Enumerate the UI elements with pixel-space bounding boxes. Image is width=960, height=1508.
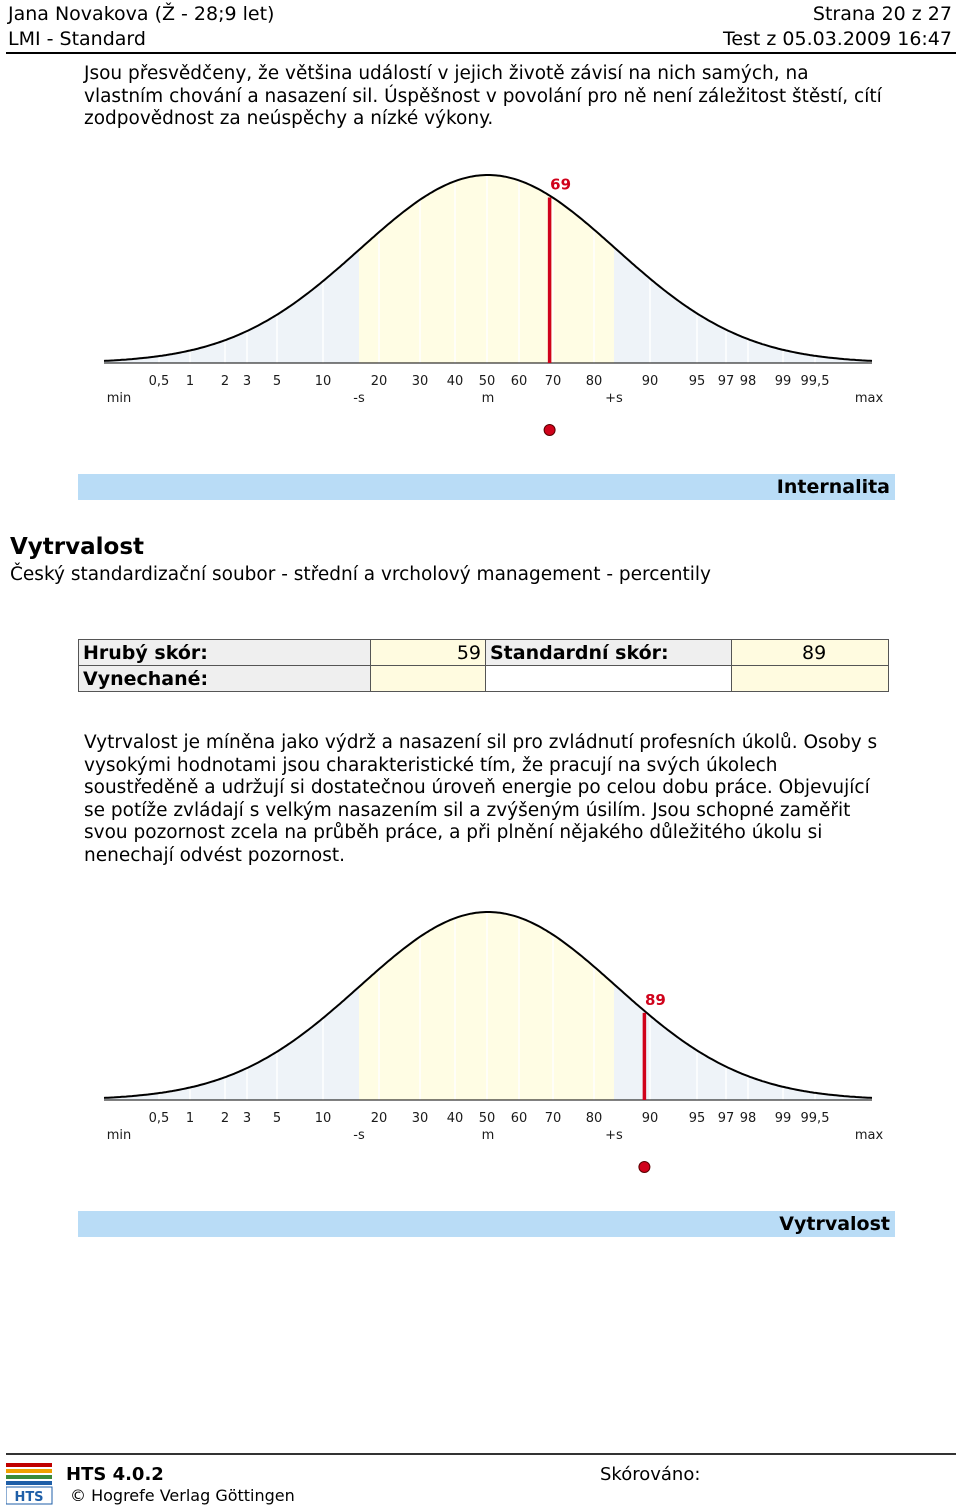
logo-text: HTS bbox=[14, 1490, 44, 1505]
distribution-chart-vytrvalost bbox=[0, 892, 960, 1182]
version-label: HTS 4.0.2 bbox=[66, 1464, 164, 1485]
standard-score-label: Standardní skór: bbox=[486, 640, 732, 666]
empty-cell bbox=[486, 666, 732, 692]
tick-label: 10 bbox=[314, 1111, 332, 1126]
tick-label: 97 bbox=[717, 374, 735, 389]
tick-label: 2 bbox=[220, 374, 230, 389]
tick-label: 95 bbox=[688, 374, 706, 389]
score-marker-dot bbox=[639, 1162, 650, 1173]
scale-point-label: m bbox=[481, 1128, 495, 1143]
scored-label: Skórováno: bbox=[600, 1464, 701, 1485]
tick-label: 99 bbox=[774, 374, 792, 389]
tick-label: 20 bbox=[370, 374, 388, 389]
missing-label: Vynechané: bbox=[79, 666, 371, 692]
page-number: Strana 20 z 27 bbox=[812, 3, 952, 25]
tick-label: 60 bbox=[510, 1111, 528, 1126]
tick-label: 30 bbox=[411, 1111, 429, 1126]
chart-title: Vytrvalost bbox=[779, 1213, 890, 1235]
tick-label: 98 bbox=[739, 1111, 757, 1126]
tick-label: 0,5 bbox=[148, 1111, 170, 1126]
tick-label: 99,5 bbox=[800, 1111, 830, 1126]
chart-title-bar-vytrvalost bbox=[78, 1211, 895, 1237]
scale-point-label: max bbox=[854, 1128, 884, 1143]
standard-score-value: 89 bbox=[732, 640, 889, 666]
scale-point-label: min bbox=[106, 1128, 132, 1143]
score-marker-dot bbox=[544, 425, 555, 436]
outer-band-left bbox=[104, 987, 359, 1100]
scale-point-label: +s bbox=[605, 391, 623, 406]
description-line: Vytrvalost je míněna jako výdrž a nasazení sil pro zvládnutí profesních úkolů. Osoby s bbox=[84, 732, 878, 753]
tick-label: 1 bbox=[185, 1111, 195, 1126]
tick-label: 2 bbox=[220, 1111, 230, 1126]
tick-label: 95 bbox=[688, 1111, 706, 1126]
tick-label: 60 bbox=[510, 374, 528, 389]
description-line: se potíže zvládají s velkým nasazením sil a zvýšeným úsilím. Jsou schopné zaměřit bbox=[84, 799, 851, 821]
tick-label: 1 bbox=[185, 374, 195, 389]
publisher-label: © Hogrefe Verlag Göttingen bbox=[70, 1486, 295, 1505]
chart-title-bar-internalita bbox=[78, 474, 895, 500]
tick-label: 20 bbox=[370, 1111, 388, 1126]
tick-label: 90 bbox=[641, 374, 659, 389]
tick-label: 50 bbox=[478, 1111, 496, 1126]
tick-label: 99,5 bbox=[800, 374, 830, 389]
intro-line: vlastním chování a nasazení sil. Úspěšnost v povolání pro ně není záležitost štěstí, cítí bbox=[84, 85, 882, 107]
tick-label: 0,5 bbox=[148, 374, 170, 389]
intro-line: Jsou přesvědčeny, že většina událostí v jejich životě závisí na nich samých, na bbox=[84, 63, 809, 84]
tick-label: 70 bbox=[544, 374, 562, 389]
raw-score-label: Hrubý skór: bbox=[79, 640, 371, 666]
description-line: svou pozornost zcela na průběh práce, a při plnění nějakého důležitého úkolu si bbox=[84, 822, 823, 844]
score-marker-label: 89 bbox=[644, 990, 666, 1009]
tick-label: 80 bbox=[585, 374, 603, 389]
intro-paragraph bbox=[84, 63, 944, 131]
section-title: Vytrvalost bbox=[10, 534, 145, 560]
header-rule bbox=[6, 52, 956, 54]
tick-label: 80 bbox=[585, 1111, 603, 1126]
test-name: LMI - Standard bbox=[8, 28, 146, 50]
score-marker-label: 69 bbox=[550, 175, 572, 194]
tick-label: 40 bbox=[446, 1111, 464, 1126]
outer-band-right bbox=[614, 247, 868, 363]
scale-point-label: -s bbox=[353, 391, 365, 406]
scores-table bbox=[78, 639, 889, 692]
footer-rule bbox=[6, 1453, 956, 1455]
tick-label: 97 bbox=[717, 1111, 735, 1126]
description-line: vysokými hodnotami jsou charakteristické tím, že pracují na svých úkolech bbox=[84, 754, 778, 776]
tick-label: 90 bbox=[641, 1111, 659, 1126]
empty-cell bbox=[732, 666, 889, 692]
raw-score-value: 59 bbox=[371, 640, 486, 666]
outer-band-left bbox=[104, 250, 359, 363]
tick-label: 98 bbox=[739, 374, 757, 389]
scale-point-label: min bbox=[106, 391, 132, 406]
person-name: Jana Novakova (Ž - 28;9 let) bbox=[8, 3, 275, 25]
section-description bbox=[84, 732, 944, 868]
missing-value bbox=[371, 666, 486, 692]
tick-label: 99 bbox=[774, 1111, 792, 1126]
tick-label: 3 bbox=[242, 374, 252, 389]
scale-point-label: +s bbox=[605, 1128, 623, 1143]
tick-label: 5 bbox=[272, 374, 282, 389]
description-line: soustředěně a udržují si dostatečnou úroveň energie po celou dobu práce. Objevující bbox=[84, 777, 870, 799]
tick-label: 3 bbox=[242, 1111, 252, 1126]
tick-label: 50 bbox=[478, 374, 496, 389]
distribution-chart-internalita bbox=[0, 155, 960, 445]
tick-label: 5 bbox=[272, 1111, 282, 1126]
scale-point-label: -s bbox=[353, 1128, 365, 1143]
scale-point-label: m bbox=[481, 391, 495, 406]
tick-label: 40 bbox=[446, 374, 464, 389]
tick-label: 30 bbox=[411, 374, 429, 389]
section-subtitle: Český standardizační soubor - střední a vrcholový management - percentily bbox=[10, 564, 711, 585]
chart-title: Internalita bbox=[776, 476, 890, 498]
description-line: nenechají odvést pozornost. bbox=[84, 844, 345, 866]
tick-label: 70 bbox=[544, 1111, 562, 1126]
scale-point-label: max bbox=[854, 391, 884, 406]
tick-label: 10 bbox=[314, 374, 332, 389]
test-date: Test z 05.03.2009 16:47 bbox=[722, 28, 952, 50]
intro-line: zodpovědnost za neúspěchy a nízké výkony. bbox=[84, 108, 494, 130]
hts-logo bbox=[6, 1461, 54, 1505]
